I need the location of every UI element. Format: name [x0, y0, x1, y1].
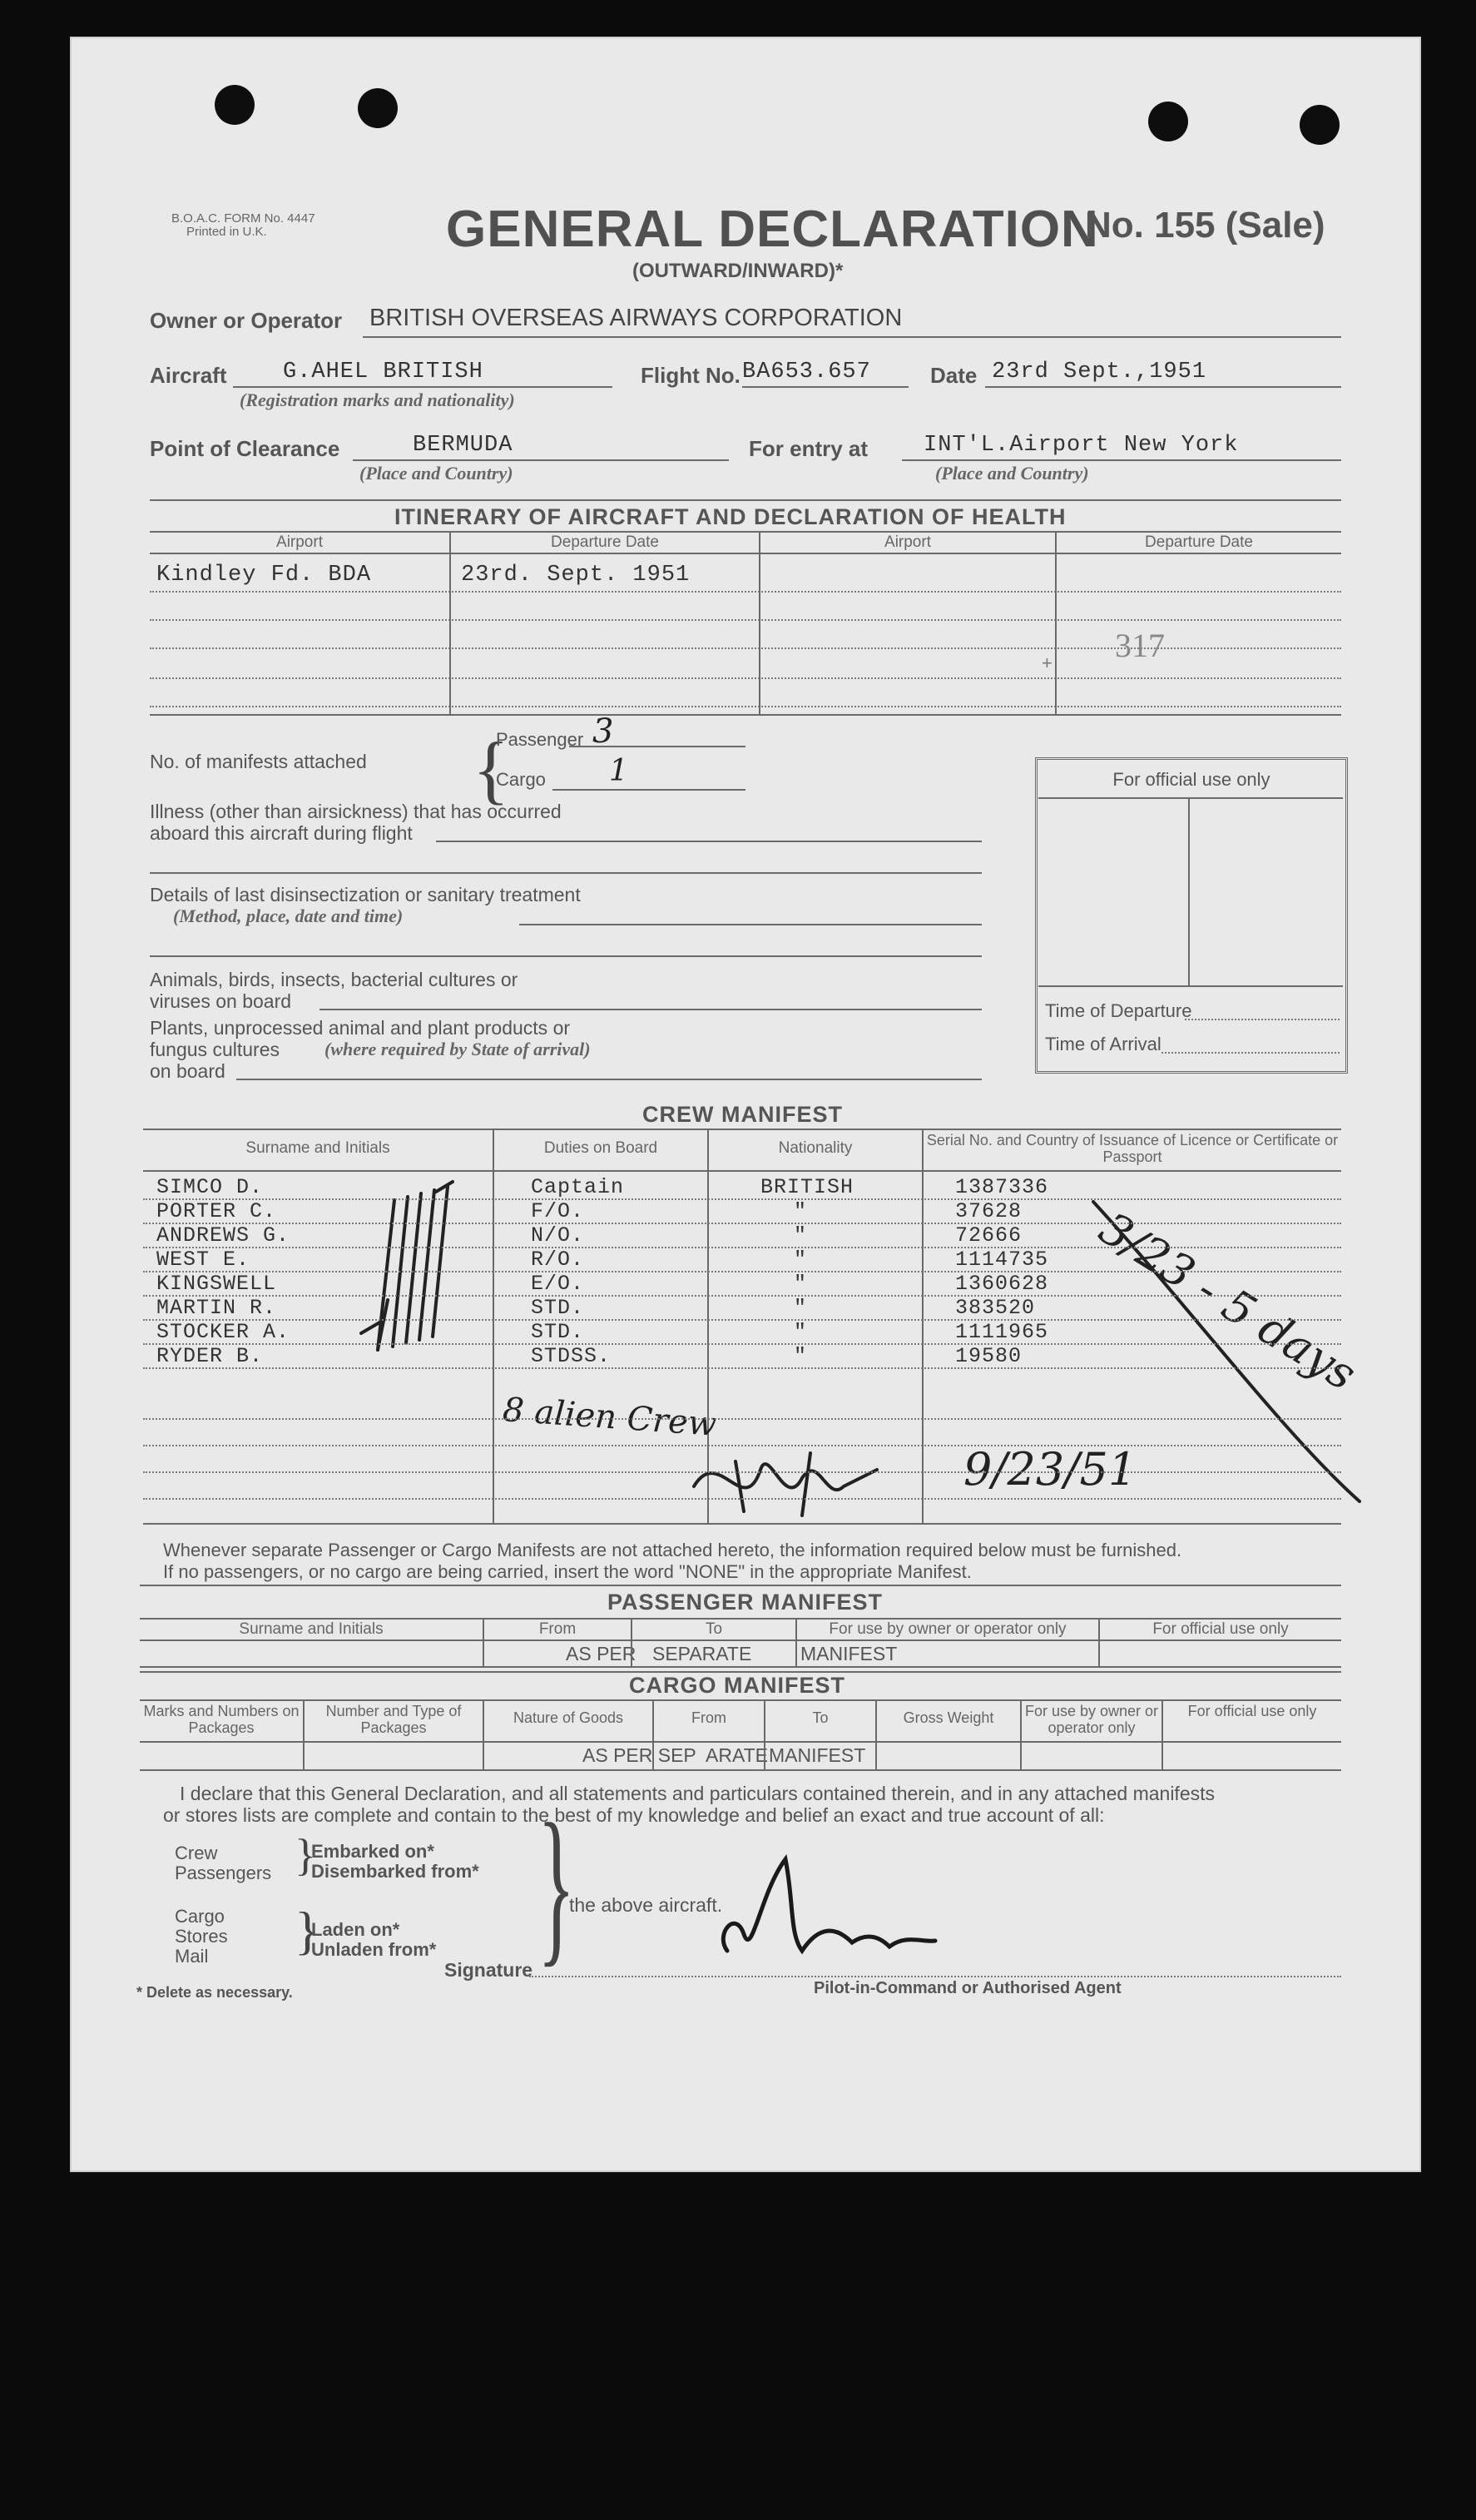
- cargo-label: Cargo: [496, 769, 546, 790]
- owner-label: Owner or Operator: [150, 308, 343, 333]
- declaration-line-1: I declare that this General Declaration, and all statements and particulars contained therein, and in any attached manifests: [180, 1783, 1215, 1804]
- entry-value: INT'L.Airport New York: [924, 433, 1239, 458]
- print-note: Printed in U.K.: [186, 225, 267, 239]
- pm-col-official: For official use only: [1152, 1620, 1289, 1638]
- itinerary-col-airport: Airport: [276, 533, 323, 551]
- decl-mail: Mail: [175, 1946, 209, 1967]
- form-sheet: B.O.A.C. FORM No. 4447 Printed in U.K. GENERAL DECLARATION No. 155 (Sale) (OUTWARD/INWARD)* Owner or Operator BRITISH OVERSEAS AIRWAYS CORPORATION Aircraft G.AHEL BRITISH (Registration marks and nationality) Flight No. BA653.657 Date 23rd Sept.,1951 Point of Clearance BERMUDA (Place and Country) For entry at INT'L.Airport New York (Place and Country) ITINERARY OF AIRCRAFT AND DECLARATION OF HEALTH Airport Departure Date Airport Departure Date Kindley Fd. BDA 23rd. Sept. 1951 + 317 No. of manifests attached { Passenger 3 Cargo 1 Illness (other than airsickness) that has occurred aboard this aircraft during flight Details of last disinsectization or sanitary treatment (Method, place, date and time) Animals, birds, insects, bacterial cultures or viruses on board Plants, unprocessed animal and plant products or fungus cultures (where required by State of arrival) on board For official use only Time of Departure Time of Arrival CREW MANIFEST Surname and Initials Duties on Board Nationality Serial No. and Country of Issuance of Licence or Certificate or Passport 8 alien Crew 9/23/51 3/23 - 5 days Whenever separate Passenger or Cargo Manifests are not attached hereto, the information required below must be furnished. If no passengers, or no cargo are being carried, insert the word "NONE" in the appropriate Manifest. PASSENGER MANIFEST Surname and Initials From To For use by owner or operator only For official use only AS PER SEPARATE MANIFEST CARGO MANIFEST Marks and Numbers on Packages Number and Type of Packages Nature of Goods From To Gross Weight For use by owner or operator only For official use only AS PER SEP ARATE MANIFEST I declare that this General Declaration, and all statements and particulars contained therein, and in any attached manifests or stores lists are complete and contain to the best of my knowledge and belief an exact and true account of all: Crew Passengers } Embarked on* Disembarked from* Cargo Stores Mail } Laden on* Unladen from* } the above aircraft. Signature Pilot-in-Command or Authorised Agent * Delete as necessary. SIMCO D. Captain BRITISH 1387336 PORTER C. F/O. " 37628 ANDREWS G. N/O. " 72666 WEST E. R/O. " 1114735 KINGSWELL E/O. " 1360628 MARTIN R. STD. " 383520 STOCKER A. STD. " 1111965 RYDER B. STDSS. " 19580: [70, 37, 1421, 2172]
- aircraft-note: (Registration marks and nationality): [240, 389, 515, 410]
- captain-signature: [711, 1843, 1010, 1976]
- stamp-number: 317: [1115, 627, 1165, 664]
- handwritten-date: 9/23/51: [963, 1443, 1137, 1496]
- cm-col-marks: Marks and Numbers on Packages: [143, 1703, 300, 1736]
- crew-name: MARTIN R.: [156, 1296, 277, 1320]
- cm-entry-goods: AS PER SEP: [582, 1744, 696, 1766]
- crew-name: RYDER B.: [156, 1344, 264, 1368]
- notice-line-2: If no passengers, or no cargo are being carried, insert the word "NONE" in the appropriate Manifest.: [163, 1561, 972, 1582]
- decl-unladen: Unladen from*: [311, 1939, 437, 1960]
- official-use-box: [1035, 757, 1348, 1074]
- cm-col-to: To: [812, 1709, 829, 1726]
- form-number: No. 155 (Sale): [1085, 205, 1325, 246]
- disinsection-note: (Method, place, date and time): [173, 905, 404, 926]
- owner-value: BRITISH OVERSEAS AIRWAYS CORPORATION: [369, 305, 903, 331]
- crew-serial: 1114735: [955, 1248, 1049, 1272]
- official-use-title: For official use only: [1112, 769, 1270, 790]
- cargo-count: 1: [609, 754, 628, 788]
- crew-duty: STD.: [531, 1296, 585, 1320]
- plants-label-3: on board: [150, 1060, 225, 1082]
- signature-label: Signature: [444, 1959, 533, 1981]
- crew-serial: 1387336: [955, 1175, 1049, 1199]
- form-title: GENERAL DECLARATION: [446, 201, 1099, 258]
- cm-col-official: For official use only: [1187, 1703, 1317, 1719]
- flight-label: Flight No.: [641, 363, 740, 388]
- punch-hole: [358, 88, 398, 128]
- crew-nationality: BRITISH: [760, 1175, 854, 1199]
- illness-label: Illness (other than airsickness) that has occurred: [150, 801, 562, 822]
- punch-hole: [1300, 105, 1340, 145]
- diagonal-stroke: [1085, 1185, 1384, 1518]
- handwritten-days-note: 3/23 - 5 days: [1090, 1202, 1366, 1401]
- crew-serial: 1360628: [955, 1272, 1049, 1296]
- crew-nationality: ": [794, 1272, 808, 1296]
- itinerary-heading: ITINERARY OF AIRCRAFT AND DECLARATION OF HEALTH: [394, 504, 1067, 529]
- aircraft-value: G.AHEL BRITISH: [283, 360, 483, 384]
- crew-duty: STDSS.: [531, 1344, 612, 1368]
- stamp-mark: +: [1042, 652, 1053, 673]
- decl-embarked: Embarked on*: [311, 1841, 434, 1862]
- cm-col-from: From: [691, 1709, 726, 1726]
- crew-name: WEST E.: [156, 1248, 250, 1272]
- animals-label-2: viruses on board: [150, 990, 292, 1012]
- decl-stores: Stores: [175, 1926, 228, 1947]
- pm-col-name: Surname and Initials: [239, 1620, 384, 1638]
- cm-col-weight: Gross Weight: [903, 1709, 994, 1726]
- cm-entry-to: MANIFEST: [769, 1744, 866, 1766]
- passenger-manifest-heading: PASSENGER MANIFEST: [607, 1590, 884, 1615]
- plants-label-2: fungus cultures: [150, 1039, 280, 1060]
- date-value: 23rd Sept.,1951: [992, 360, 1207, 384]
- crew-duty: E/O.: [531, 1272, 585, 1296]
- pm-entry-from: AS PER: [566, 1643, 636, 1664]
- crew-nationality: ": [794, 1223, 808, 1248]
- form-reference: B.O.A.C. FORM No. 4447: [171, 211, 315, 226]
- decl-above-aircraft: the above aircraft.: [569, 1894, 723, 1916]
- date-label: Date: [930, 363, 978, 388]
- time-departure-label: Time of Departure: [1045, 1000, 1192, 1021]
- passenger-count: 3: [592, 712, 614, 751]
- crew-col-duty: Duties on Board: [543, 1139, 658, 1157]
- crew-duty: N/O.: [531, 1223, 585, 1248]
- crew-name: SIMCO D.: [156, 1175, 264, 1199]
- plants-label: Plants, unprocessed animal and plant products or: [150, 1017, 571, 1039]
- decl-laden: Laden on*: [311, 1919, 400, 1940]
- decl-disembarked: Disembarked from*: [311, 1861, 479, 1882]
- clearance-note: (Place and Country): [359, 463, 513, 484]
- declaration-line-2: or stores lists are complete and contain to the best of my knowledge and belief an exact and true account of all:: [163, 1804, 1105, 1826]
- crew-nationality: ": [794, 1344, 808, 1368]
- clearance-label: Point of Clearance: [150, 436, 340, 461]
- crew-serial: 37628: [955, 1199, 1023, 1223]
- itinerary-col-date: Departure Date: [551, 533, 659, 551]
- crew-duty: STD.: [531, 1320, 585, 1344]
- handwritten-crew-note: 8 alien Crew: [501, 1391, 718, 1444]
- itinerary-col-date-2: Departure Date: [1145, 533, 1253, 551]
- punch-hole: [1148, 102, 1188, 141]
- decl-crew: Crew: [175, 1843, 218, 1863]
- entry-note: (Place and Country): [935, 463, 1089, 484]
- plants-note: (where required by State of arrival): [324, 1039, 591, 1059]
- entry-label: For entry at: [749, 436, 869, 461]
- crew-duty: F/O.: [531, 1199, 585, 1223]
- crew-name: PORTER C.: [156, 1199, 277, 1223]
- crew-serial: 1111965: [955, 1320, 1049, 1344]
- signature-role: Pilot-in-Command or Authorised Agent: [814, 1979, 1122, 1997]
- manifests-brace: {: [473, 727, 510, 811]
- form-subtitle: (OUTWARD/INWARD)*: [632, 260, 844, 282]
- itinerary-col-airport-2: Airport: [884, 533, 931, 551]
- decl-passengers: Passengers: [175, 1863, 272, 1883]
- cargo-manifest-heading: CARGO MANIFEST: [629, 1673, 845, 1698]
- pm-col-to: To: [705, 1620, 723, 1638]
- cm-col-owner: For use by owner or operator only: [1024, 1703, 1159, 1736]
- manifests-label: No. of manifests attached: [150, 751, 367, 772]
- cm-col-nature: Nature of Goods: [513, 1709, 624, 1726]
- crew-col-name: Surname and Initials: [245, 1139, 390, 1157]
- crew-col-nationality: Nationality: [778, 1139, 853, 1157]
- illness-label-2: aboard this aircraft during flight: [150, 822, 413, 844]
- crew-serial: 72666: [955, 1223, 1023, 1248]
- passenger-label: Passenger: [496, 729, 584, 750]
- time-arrival-label: Time of Arrival: [1045, 1034, 1161, 1054]
- crew-heading: CREW MANIFEST: [642, 1102, 843, 1127]
- crew-name: ANDREWS G.: [156, 1223, 290, 1248]
- crew-nationality: ": [794, 1320, 808, 1344]
- crew-serial: 383520: [955, 1296, 1036, 1320]
- pm-col-owner: For use by owner or operator only: [829, 1620, 1067, 1638]
- crew-nationality: ": [794, 1248, 808, 1272]
- crew-duty: R/O.: [531, 1248, 585, 1272]
- crew-name: KINGSWELL: [156, 1272, 277, 1296]
- clearance-value: BERMUDA: [413, 433, 513, 458]
- pm-col-from: From: [538, 1620, 577, 1638]
- crew-name: STOCKER A.: [156, 1320, 290, 1344]
- itinerary-airport-1: Kindley Fd. BDA: [156, 563, 372, 588]
- crew-nationality: ": [794, 1296, 808, 1320]
- notice-line-1: Whenever separate Passenger or Cargo Manifests are not attached hereto, the information required below must be furnished.: [163, 1540, 1182, 1560]
- crew-duty: Captain: [531, 1175, 625, 1199]
- crew-col-serial: Serial No. and Country of Issuance of Licence or Certificate or Passport: [926, 1132, 1339, 1165]
- cm-col-number: Number and Type of Packages: [325, 1703, 462, 1736]
- decl-cargo: Cargo: [175, 1906, 225, 1927]
- aircraft-label: Aircraft: [150, 363, 227, 388]
- punch-hole: [215, 85, 255, 125]
- disinsection-label: Details of last disinsectization or sanitary treatment: [150, 884, 581, 905]
- pm-entry-to: SEPARATE: [652, 1643, 752, 1664]
- flight-value: BA653.657: [742, 360, 871, 384]
- itinerary-date-1: 23rd. Sept. 1951: [461, 563, 691, 588]
- animals-label: Animals, birds, insects, bacterial cultures or: [150, 969, 518, 990]
- delete-footnote: * Delete as necessary.: [136, 1984, 293, 2001]
- crew-serial: 19580: [955, 1344, 1023, 1368]
- crew-nationality: ": [794, 1199, 808, 1223]
- initials-scrawl: [686, 1436, 935, 1528]
- pm-entry-owner: MANIFEST: [800, 1643, 898, 1664]
- cm-entry-from: ARATE: [706, 1744, 768, 1766]
